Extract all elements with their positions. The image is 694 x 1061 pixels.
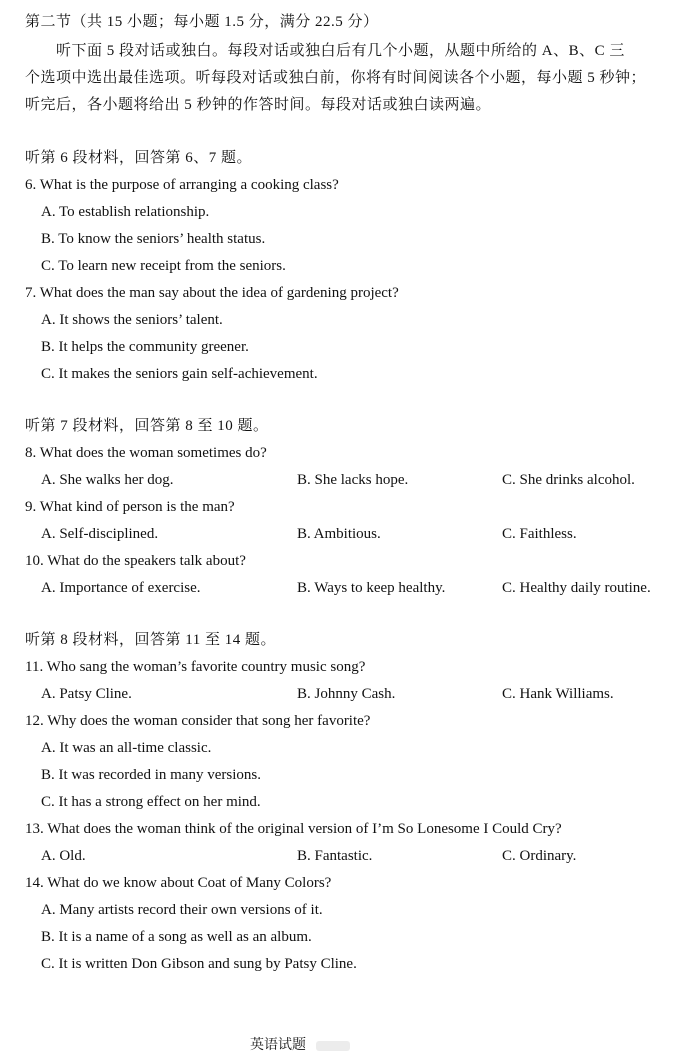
question-stem: 11. Who sang the woman’s favorite country music song? (25, 659, 366, 675)
instruction-line: 个选项中选出最佳选项。听每段对话或独白前，你将有时间阅读各个小题，每小题 5 秒钟； (25, 70, 647, 86)
option-b: B. It helps the community greener. (41, 339, 249, 355)
instruction-line: 听下面 5 段对话或独白。每段对话或独白后有几个小题，从题中所给的 A、B、C 三 (25, 43, 625, 59)
option-a: A. It shows the seniors’ talent. (41, 312, 223, 328)
option-a: A. She walks her dog. (41, 472, 174, 488)
option-a: A. Old. (41, 848, 86, 864)
option-c: C. It is written Don Gibson and sung by Patsy Cline. (41, 956, 357, 972)
section-heading: 第二节（共 15 小题；每小题 1.5 分，满分 22.5 分） (25, 14, 379, 30)
option-c: C. Healthy daily routine. (502, 580, 651, 596)
option-b: B. It is a name of a song as well as an album. (41, 929, 312, 945)
footer-label: 英语试题 (250, 1038, 306, 1053)
option-c: C. Faithless. (502, 526, 577, 542)
question-stem: 9. What kind of person is the man? (25, 499, 235, 515)
option-a: A. Patsy Cline. (41, 686, 132, 702)
group-heading: 听第 7 段材料，回答第 8 至 10 题。 (25, 418, 269, 434)
option-b: B. Ambitious. (297, 526, 381, 542)
question-stem: 10. What do the speakers talk about? (25, 553, 246, 569)
option-c: C. Ordinary. (502, 848, 577, 864)
option-a: A. To establish relationship. (41, 204, 210, 220)
option-c: C. Hank Williams. (502, 686, 614, 702)
option-c: C. To learn new receipt from the seniors. (41, 258, 286, 274)
option-a: A. Self-disciplined. (41, 526, 159, 542)
option-a: A. Many artists record their own versions of it. (41, 902, 323, 918)
option-b: B. It was recorded in many versions. (41, 767, 261, 783)
question-stem: 7. What does the man say about the idea of gardening project? (25, 285, 399, 301)
instruction-line: 听完后，各小题将给出 5 秒钟的作答时间。每段对话或独白读两遍。 (25, 97, 492, 113)
question-stem: 8. What does the woman sometimes do? (25, 445, 267, 461)
option-c: C. It has a strong effect on her mind. (41, 794, 261, 810)
option-c: C. It makes the seniors gain self-achievement. (41, 366, 318, 382)
option-b: B. She lacks hope. (297, 472, 409, 488)
group-heading: 听第 8 段材料，回答第 11 至 14 题。 (25, 632, 276, 648)
option-a: A. Importance of exercise. (41, 580, 201, 596)
option-c: C. She drinks alcohol. (502, 472, 635, 488)
page-footer (250, 1034, 350, 1054)
page-number-blur (316, 1041, 350, 1051)
section-instructions (25, 38, 685, 119)
question-stem: 14. What do we know about Coat of Many Colors? (25, 875, 332, 891)
option-a: A. It was an all-time classic. (41, 740, 212, 756)
group-heading: 听第 6 段材料，回答第 6、7 题。 (25, 150, 253, 166)
option-b: B. To know the seniors’ health status. (41, 231, 266, 247)
question-stem: 6. What is the purpose of arranging a cooking class? (25, 177, 339, 193)
question-stem: 12. Why does the woman consider that song her favorite? (25, 713, 371, 729)
option-b: B. Johnny Cash. (297, 686, 396, 702)
question-stem: 13. What does the woman think of the original version of I’m So Lonesome I Could Cry? (25, 821, 562, 837)
option-b: B. Ways to keep healthy. (297, 580, 446, 596)
option-b: B. Fantastic. (297, 848, 373, 864)
